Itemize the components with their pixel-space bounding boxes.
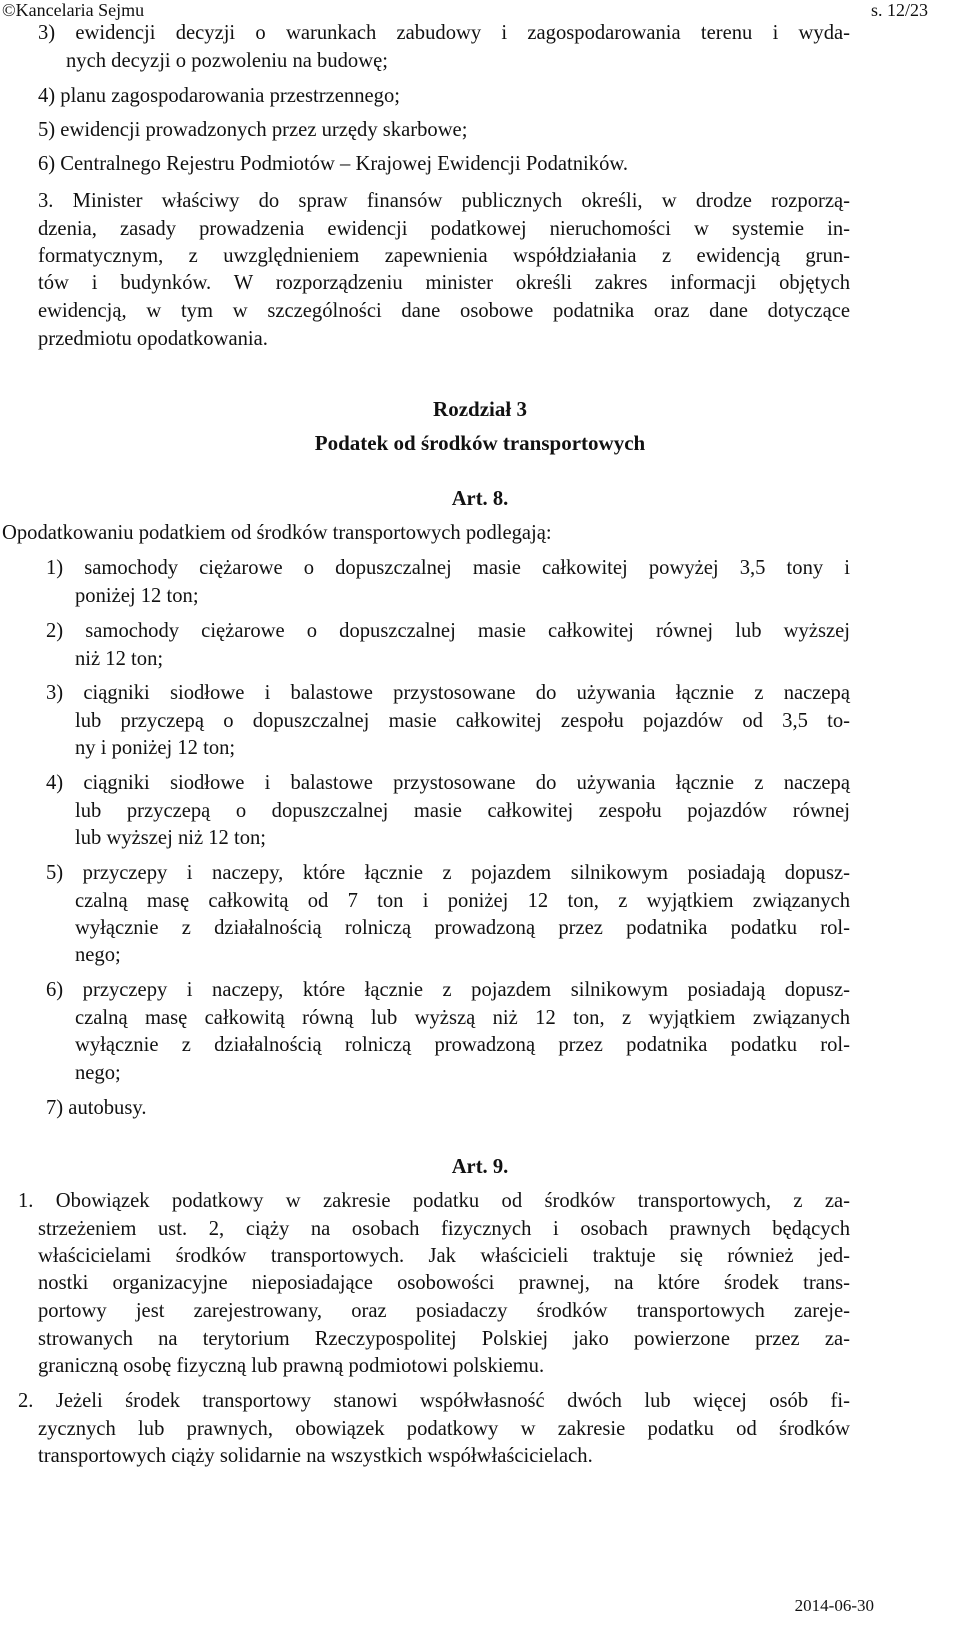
art9-p2-line-3: transportowych ciąży solidarnie na wszystkich współwłaścicielach. [38,1445,593,1467]
article-8-label: Art. 8. [451,488,509,510]
list-item-4: 4) planu zagospodarowania przestrzennego; [38,85,400,107]
art8-item-4-line-2: lub przyczepą o dopuszczalnej masie całkowitej zespołu pojazdów równej [75,800,850,822]
art8-item-2-line-2: niż 12 ton; [75,648,164,670]
art9-p1-line-2: strzeżeniem ust. 2, ciąży na osobach fizycznych i osobach prawnych będących [38,1218,850,1240]
art8-item-3-line-1: 3) ciągniki siodłowe i balastowe przystosowane do używania łącznie z naczepą [46,682,850,704]
art8-item-4-line-1: 4) ciągniki siodłowe i balastowe przystosowane do używania łącznie z naczepą [46,772,850,794]
art9-p1-line-5: portowy jest zarejestrowany, oraz posiadaczy środków transportowych zareje- [38,1300,850,1322]
art8-item-1-line-2: poniżej 12 ton; [75,585,199,607]
art8-item-3-line-2: lub przyczepą o dopuszczalnej masie całkowitej zespołu pojazdów od 3,5 to- [75,710,850,732]
footer-date: 2014-06-30 [794,1596,874,1615]
para3-line-4: tów i budynków. W rozporządzeniu minister określi zakres informacji objętych [38,272,850,294]
para3-line-1: 3. Minister właściwy do spraw finansów publicznych określi, w drodze rozporzą- [38,190,850,212]
art8-item-1-line-1: 1) samochody ciężarowe o dopuszczalnej masie całkowitej powyżej 3,5 tony i [46,557,850,579]
art9-p1-line-4: nostki organizacyjne nieposiadające osobowości prawnej, na które środek trans- [38,1272,850,1294]
article-9-label: Art. 9. [451,1156,509,1178]
list-item-5: 5) ewidencji prowadzonych przez urzędy skarbowe; [38,119,468,141]
list-item-3-line-2: nych decyzji o pozwoleniu na budowę; [66,50,388,72]
art8-item-4-line-3: lub wyższej niż 12 ton; [75,827,267,849]
art9-p1-line-1: 1. Obowiązek podatkowy w zakresie podatku od środków transportowych, z za- [18,1190,850,1212]
list-item-3-line-1: 3) ewidencji decyzji o warunkach zabudowy i zagospodarowania terenu i wyda- [38,22,850,44]
art9-p1-line-7: graniczną osobę fizyczną lub prawną podmiotowi polskiemu. [38,1355,545,1377]
art8-item-5-line-3: wyłącznie z działalnością rolniczą prowadzoną przez podatnika podatku rol- [75,917,850,939]
art8-item-5-line-1: 5) przyczepy i naczepy, które łącznie z pojazdem silnikowym posiadają dopusz- [46,862,850,884]
art9-p1-line-3: właścicielami środków transportowych. Jak właścicieli traktuje się również jed- [38,1245,850,1267]
art9-p2-line-2: zycznych lub prawnych, obowiązek podatkowy w zakresie podatku od środków [38,1418,850,1440]
art8-item-3-line-3: ny i poniżej 12 ton; [75,737,236,759]
art8-item-6-line-1: 6) przyczepy i naczepy, które łącznie z pojazdem silnikowym posiadają dopusz- [46,979,850,1001]
para3-line-6: przedmiotu opodatkowania. [38,328,268,350]
chapter-title: Podatek od środków transportowych [314,431,646,455]
chapter-number: Rozdział 3 [433,397,527,421]
para3-line-2: dzenia, zasady prowadzenia ewidencji podatkowej nieruchomości w systemie in- [38,218,850,240]
para3-line-5: ewidencją, w tym w szczególności dane osobowe podatnika oraz dane dotyczące [38,300,850,322]
art8-item-5-line-4: nego; [75,944,121,966]
art8-item-6-line-3: wyłącznie z działalnością rolniczą prowadzoną przez podatnika podatku rol- [75,1034,850,1056]
art8-item-7: 7) autobusy. [46,1097,147,1119]
art9-p2-line-1: 2. Jeżeli środek transportowy stanowi współwłasność dwóch lub więcej osób fi- [18,1390,850,1412]
para3-line-3: formatycznym, z uwzględnieniem zapewnienia współdziałania z ewidencją grun- [38,245,850,267]
art8-item-6-line-4: nego; [75,1062,121,1084]
art8-item-2-line-1: 2) samochody ciężarowe o dopuszczalnej masie całkowitej równej lub wyższej [46,620,850,642]
art8-item-5-line-2: czalną masę całkowitą od 7 ton i poniżej 12 ton, z wyjątkiem związanych [75,890,850,912]
art9-p1-line-6: strowanych na terytorium Rzeczypospolitej Polskiej jako powierzone przez za- [38,1328,850,1350]
page-number: s. 12/23 [870,0,928,20]
article-8-intro: Opodatkowaniu podatkiem od środków transportowych podlegają: [2,522,552,544]
list-item-6: 6) Centralnego Rejestru Podmiotów – Krajowej Ewidencji Podatników. [38,153,629,175]
header-publisher: ©Kancelaria Sejmu [2,0,145,20]
art8-item-6-line-2: czalną masę całkowitą równą lub wyższą niż 12 ton, z wyjątkiem związanych [75,1007,850,1029]
